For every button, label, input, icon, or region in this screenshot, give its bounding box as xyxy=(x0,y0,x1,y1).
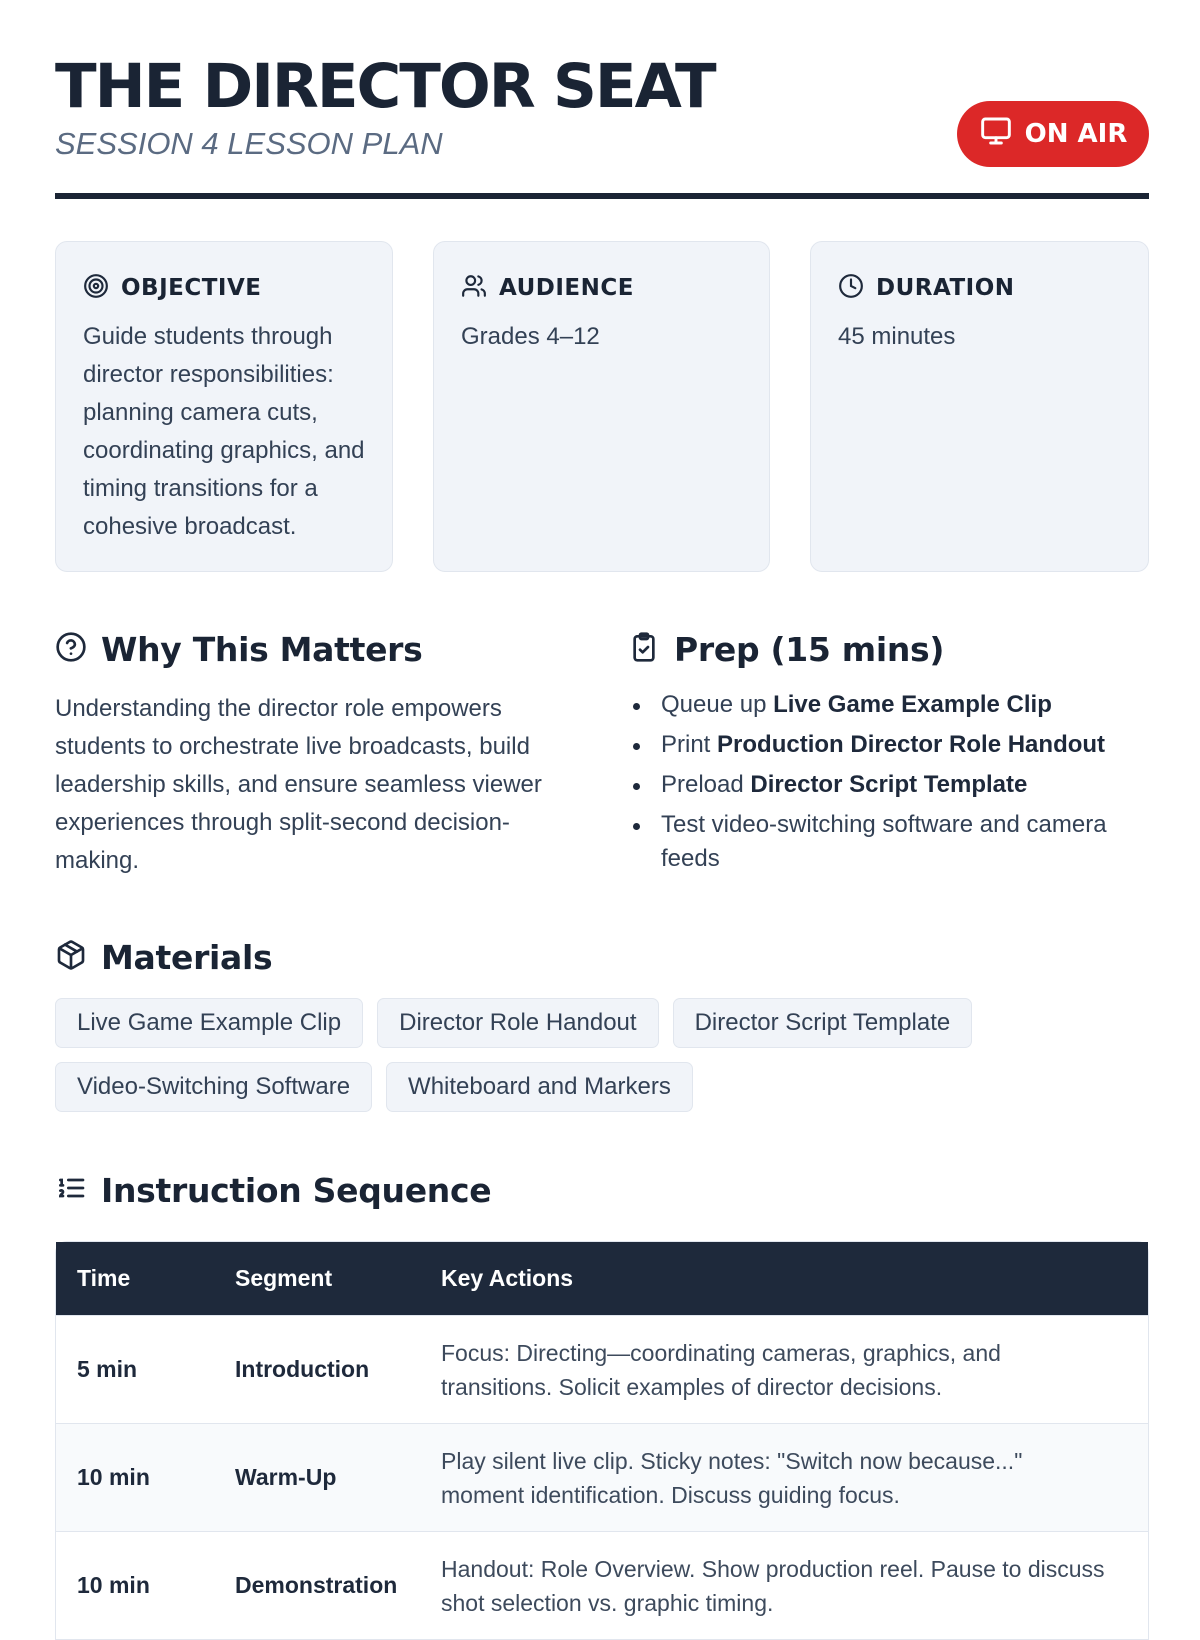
column-header-segment: Segment xyxy=(235,1265,333,1291)
card-body: Guide students through director responsibilities: planning camera cuts, coordinating graphics, and timing transitions for a cohesive broadcast. xyxy=(83,323,365,540)
time-cell: 10 min xyxy=(77,1572,150,1598)
monitor-icon xyxy=(979,115,1013,154)
time-cell: 5 min xyxy=(77,1356,138,1382)
instruction-section xyxy=(55,1165,1149,1616)
package-icon xyxy=(55,939,87,976)
list-item: Test video-switching software and camera feeds xyxy=(628,808,1149,876)
actions-cell: Handout: Role Overview. Show production reel. Pause to discuss shot selection vs. graphic timing. xyxy=(441,1555,1105,1616)
on-air-badge xyxy=(957,101,1149,167)
header xyxy=(55,51,1149,204)
instruction-table xyxy=(55,1241,1149,1640)
duration-card xyxy=(810,241,1149,572)
material-chip: Director Script Template xyxy=(673,998,973,1048)
material-chip: Live Game Example Clip xyxy=(55,998,363,1048)
material-chip: Director Role Handout xyxy=(377,998,658,1048)
info-cards xyxy=(55,241,1149,572)
table-row xyxy=(56,1315,1148,1423)
section-title: Materials xyxy=(101,937,273,977)
prep-list xyxy=(628,688,1149,876)
actions-cell: Focus: Directing—coordinating cameras, graphics, and transitions. Solicit examples of director decisions. xyxy=(441,1339,1001,1400)
list-ordered-icon xyxy=(55,1172,87,1209)
card-title: AUDIENCE xyxy=(499,275,634,301)
target-icon xyxy=(83,273,109,304)
column-header-key-actions: Key Actions xyxy=(441,1265,574,1291)
actions-cell: Play silent live clip. Sticky notes: "Switch now because..." moment identification. Discuss guiding focus. xyxy=(441,1447,1023,1508)
page-subtitle: SESSION 4 LESSON PLAN xyxy=(55,126,443,161)
section-title: Prep (15 mins) xyxy=(674,629,945,669)
objective-card xyxy=(55,241,393,572)
segment-cell: Introduction xyxy=(235,1356,370,1382)
users-icon xyxy=(461,273,487,304)
header-divider xyxy=(55,193,1149,199)
section-title: Instruction Sequence xyxy=(101,1170,492,1210)
why-text: Understanding the director role empowers students to orchestrate live broadcasts, build leadership skills, and ensure seamless viewer experiences through split-second decision-making. xyxy=(55,695,542,874)
section-title: Why This Matters xyxy=(101,629,423,669)
material-chip: Whiteboard and Markers xyxy=(386,1062,693,1112)
column-header-time: Time xyxy=(77,1265,131,1291)
on-air-label: ON AIR xyxy=(1024,119,1128,149)
table-row xyxy=(56,1531,1148,1639)
page-title: THE DIRECTOR SEAT xyxy=(55,51,715,122)
segment-cell: Warm-Up xyxy=(235,1464,337,1490)
clipboard-check-icon xyxy=(628,631,660,668)
card-title: DURATION xyxy=(876,275,1015,301)
audience-card xyxy=(433,241,770,572)
prep-section xyxy=(628,624,1149,882)
list-item: Print Production Director Role Handout xyxy=(628,728,1149,762)
table-row xyxy=(56,1423,1148,1531)
card-title: OBJECTIVE xyxy=(121,275,262,301)
list-item: Queue up Live Game Example Clip xyxy=(628,688,1149,722)
time-cell: 10 min xyxy=(77,1464,150,1490)
material-chip: Video-Switching Software xyxy=(55,1062,372,1112)
table-header xyxy=(56,1242,1148,1315)
why-section xyxy=(55,624,575,880)
clock-icon xyxy=(838,273,864,304)
materials-chips xyxy=(55,998,1055,1112)
card-body: Grades 4–12 xyxy=(461,323,600,350)
list-item: Preload Director Script Template xyxy=(628,768,1149,802)
materials-section xyxy=(55,932,1149,1112)
segment-cell: Demonstration xyxy=(235,1572,398,1598)
help-circle-icon xyxy=(55,631,87,668)
card-body: 45 minutes xyxy=(838,323,956,350)
